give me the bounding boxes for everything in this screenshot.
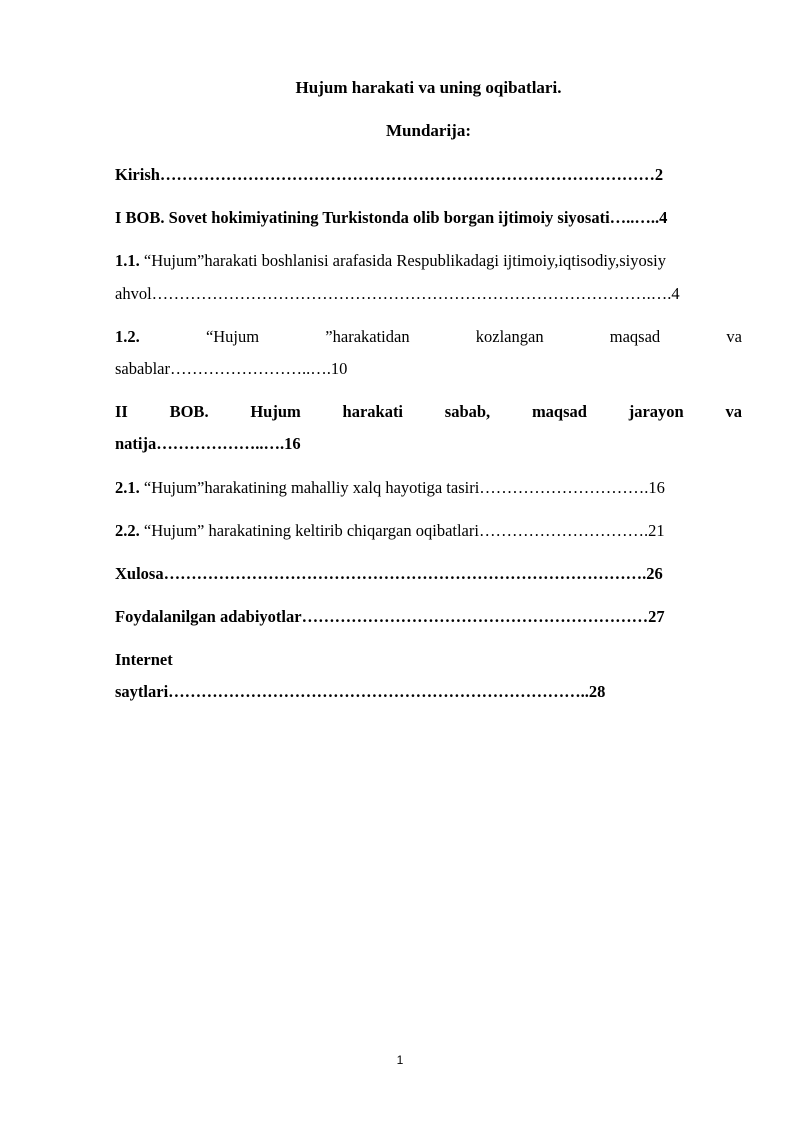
toc-entry-chapter-2-word: BOB. — [169, 402, 209, 421]
toc-entry-1-2-line — [115, 323, 742, 351]
toc-entry-1-1-continuation: ahvol……………………………………………………………………………….….4 — [115, 284, 680, 303]
toc-entry-internet: Internet — [115, 650, 173, 669]
toc-entry-1-2-word: ”harakatidan — [325, 327, 410, 346]
toc-entry-1-2 — [115, 323, 742, 351]
toc-entry-1-1-text: “Hujum”harakati boshlanisi arafasida Respublikadagi ijtimoiy,iqtisodiy,siyosiy — [139, 251, 666, 270]
toc-entry-chapter-2-word: maqsad — [531, 402, 587, 421]
toc-entry-1-2-word: va — [726, 327, 742, 346]
toc-entry-2-1-number: 2.1. — [115, 478, 140, 497]
toc-entry-internet-continuation: saytlari…………………………………………………………………..28 — [115, 682, 606, 701]
toc-entry-1-1-number: 1.1. — [115, 251, 140, 270]
page-number: 1 — [396, 1053, 404, 1067]
toc-entry-chapter-2-word: sabab, — [444, 402, 491, 421]
toc-entry-foydalanilgan-adabiyotlar: Foydalanilgan adabiyotlar………………………………………………………27 — [115, 607, 665, 626]
toc-entry-1-2-word: kozlangan — [475, 327, 544, 346]
toc-entry-2-1-text: “Hujum”harakatining mahalliy xalq hayotiga tasiri………………………….16 — [139, 478, 665, 497]
toc-entry-1-2-word: “Hujum — [205, 327, 260, 346]
toc-entry-chapter-2-line — [115, 398, 742, 426]
toc-entry-1-2-word — [115, 323, 140, 351]
toc-entry-xulosa: Xulosa…………………………………………………………………………….26 — [115, 564, 663, 583]
document-title: Hujum harakati va uning oqibatlari. — [295, 78, 562, 97]
toc-entry-chapter-2-continuation: natija………………..….16 — [115, 434, 301, 453]
toc-entry-1-2-word: maqsad — [609, 327, 661, 346]
toc-entry-chapter-2-word: Hujum — [250, 402, 301, 421]
toc-entry-chapter-2-word: va — [725, 402, 742, 421]
toc-entry-chapter-1: I BOB. Sovet hokimiyatining Turkistonda olib borgan ijtimoiy siyosati…..…..4 — [115, 208, 668, 227]
toc-entry-1-2-number: 1.2. — [115, 327, 140, 346]
toc-entry-2-1 — [115, 474, 742, 502]
toc-entry-2-2-number: 2.2. — [115, 521, 140, 540]
toc-entry-kirish: Kirish………………………………………………………………………………2 — [115, 165, 664, 184]
toc-heading: Mundarija: — [386, 121, 471, 140]
toc-entry-chapter-2-word: harakati — [342, 402, 404, 421]
toc-entry-1-1 — [115, 247, 742, 275]
toc-entry-chapter-2-word: II — [115, 402, 128, 421]
toc-entry-2-2 — [115, 517, 742, 545]
toc-entry-chapter-2-word: jarayon — [628, 402, 684, 421]
toc-entry-chapter-2 — [115, 398, 742, 426]
toc-entry-2-2-text: “Hujum” harakatining keltirib chiqargan oqibatlari………………………….21 — [139, 521, 665, 540]
toc-entry-1-2-continuation: sabablar……………………..….10 — [115, 359, 348, 378]
